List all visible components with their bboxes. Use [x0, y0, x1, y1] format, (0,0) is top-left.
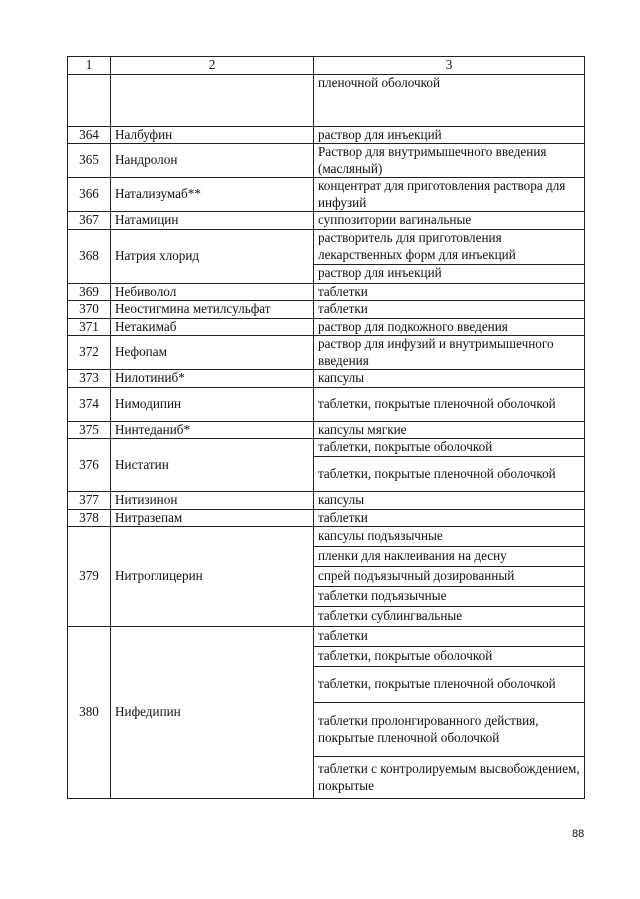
page-number: 88: [572, 828, 585, 840]
dosage-form-cell: раствор для инъекций: [314, 264, 585, 283]
drug-name-cell: Нистатин: [111, 439, 314, 492]
drug-name-cell: Нилотиниб*: [111, 370, 314, 388]
table-row: [68, 74, 585, 126]
drug-name-cell: Небиволол: [111, 283, 314, 301]
dosage-form-cell: раствор для инъекций: [314, 126, 585, 144]
drug-number-cell: 375: [68, 421, 111, 439]
drug-number-cell: 378: [68, 509, 111, 527]
drug-table: [67, 56, 585, 799]
table-row: [68, 283, 585, 301]
drug-name-cell: Нифедипин: [111, 627, 314, 799]
drug-name-cell: Неостигмина метилсульфат: [111, 301, 314, 319]
dosage-form-cell: раствор для подкожного введения: [314, 318, 585, 336]
dosage-form-cell: растворитель для приготовления лекарственных форм для инъекций: [314, 229, 585, 264]
dosage-form-cell: таблетки: [314, 509, 585, 527]
drug-name-cell: Нандролон: [111, 144, 314, 178]
drug-name-cell: Нитразепам: [111, 509, 314, 527]
drug-number-cell: 367: [68, 212, 111, 230]
table-row: [68, 492, 585, 510]
drug-number-cell: [68, 74, 111, 126]
drug-name-cell: Нетакимаб: [111, 318, 314, 336]
dosage-form-cell: концентрат для приготовления раствора для инфузий: [314, 178, 585, 212]
dosage-form-cell: таблетки: [314, 283, 585, 301]
table-row: [68, 318, 585, 336]
dosage-form-cell: таблетки с контролируемым высвобождением, покрытые: [314, 757, 585, 799]
drug-name-cell: Нефопам: [111, 336, 314, 370]
drug-name-cell: Натамицин: [111, 212, 314, 230]
table-row: [68, 421, 585, 439]
dosage-form-cell: капсулы: [314, 370, 585, 388]
drug-number-cell: 377: [68, 492, 111, 510]
dosage-form-cell: раствор для инфузий и внутримышечного введения: [314, 336, 585, 370]
drug-name-cell: Нитизинон: [111, 492, 314, 510]
dosage-form-cell: таблетки: [314, 627, 585, 647]
dosage-form-cell: пленки для наклеивания на десну: [314, 547, 585, 567]
dosage-form-cell: капсулы: [314, 492, 585, 510]
drug-number-cell: 371: [68, 318, 111, 336]
drug-name-cell: [111, 74, 314, 126]
dosage-form-cell: суппозитории вагинальные: [314, 212, 585, 230]
drug-name-cell: Нитроглицерин: [111, 527, 314, 627]
header-col-form: 3: [314, 57, 585, 75]
dosage-form-cell: таблетки сублингвальные: [314, 607, 585, 627]
drug-number-cell: 366: [68, 178, 111, 212]
table-row: [68, 144, 585, 178]
drug-number-cell: 380: [68, 627, 111, 799]
drug-name-cell: Нимодипин: [111, 387, 314, 421]
drug-name-cell: Натрия хлорид: [111, 229, 314, 283]
dosage-form-cell: таблетки, покрытые пленочной оболочкой: [314, 667, 585, 703]
drug-name-cell: Натализумаб**: [111, 178, 314, 212]
dosage-form-cell: таблетки пролонгированного действия, покрытые пленочной оболочкой: [314, 703, 585, 757]
drug-number-cell: 364: [68, 126, 111, 144]
table-row: [68, 212, 585, 230]
dosage-form-cell: таблетки, покрытые оболочкой: [314, 439, 585, 457]
table-row: [68, 439, 585, 457]
dosage-form-cell: таблетки: [314, 301, 585, 319]
drug-number-cell: 373: [68, 370, 111, 388]
drug-number-cell: 372: [68, 336, 111, 370]
dosage-form-cell: Раствор для внутримышечного введения (масляный): [314, 144, 585, 178]
dosage-form-cell: капсулы подъязычные: [314, 527, 585, 547]
header-col-name: 2: [111, 57, 314, 75]
table-row: [68, 387, 585, 421]
dosage-form-cell: таблетки, покрытые оболочкой: [314, 647, 585, 667]
header-col-number: 1: [68, 57, 111, 75]
table-row: [68, 178, 585, 212]
drug-number-cell: 365: [68, 144, 111, 178]
table-row: [68, 509, 585, 527]
table-row: [68, 301, 585, 319]
table-row: [68, 126, 585, 144]
table-row: [68, 336, 585, 370]
dosage-form-cell: спрей подъязычный дозированный: [314, 567, 585, 587]
dosage-form-cell: таблетки, покрытые пленочной оболочкой: [314, 387, 585, 421]
dosage-form-cell: таблетки подъязычные: [314, 587, 585, 607]
drug-name-cell: Налбуфин: [111, 126, 314, 144]
drug-name-cell: Нинтеданиб*: [111, 421, 314, 439]
drug-number-cell: 370: [68, 301, 111, 319]
table-row: [68, 229, 585, 264]
drug-number-cell: 376: [68, 439, 111, 492]
table-row: [68, 527, 585, 547]
table-row: [68, 627, 585, 647]
dosage-form-cell: капсулы мягкие: [314, 421, 585, 439]
drug-number-cell: 369: [68, 283, 111, 301]
drug-number-cell: 368: [68, 229, 111, 283]
drug-number-cell: 379: [68, 527, 111, 627]
drug-number-cell: 374: [68, 387, 111, 421]
table-header-row: [68, 57, 585, 75]
dosage-form-cell: пленочной оболочкой: [314, 74, 585, 126]
table-row: [68, 370, 585, 388]
dosage-form-cell: таблетки, покрытые пленочной оболочкой: [314, 457, 585, 492]
